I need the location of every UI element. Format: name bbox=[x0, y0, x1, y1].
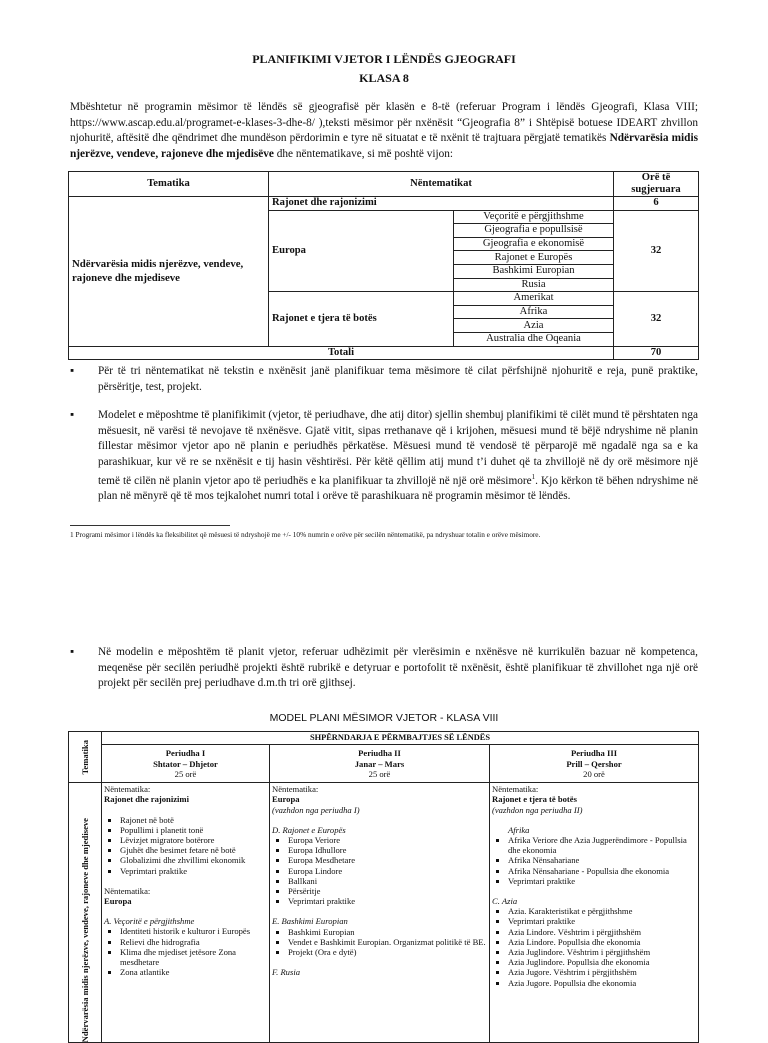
footnote-divider bbox=[70, 525, 230, 526]
annual-plan-table bbox=[68, 731, 699, 1043]
header-ore: Orë të sugjeruara bbox=[614, 172, 699, 197]
period-3-header: Periudha III Prill – Qershor 20 orë bbox=[490, 745, 699, 783]
total-hours: 70 bbox=[614, 346, 699, 360]
row-europa: Europa bbox=[269, 210, 454, 292]
footnote: 1 Programi mësimor i lëndës ka fleksibilitet që mësuesi të ndryshojë me +/- 10% numrin e orëve për secilën nëntematikë, pa ndryshuar totalin e orëve mësimore. bbox=[70, 530, 541, 539]
period-3-content: Nëntematika: Rajonet e tjera të botës (vazhdon nga periudha II) Afrika ▪ Afrika Veriore dhe Azia Jugperëndimore - Popullsia dhe ekonomia ▪ Afrika Nënsahariane ▪ Afrika Nënsahariane - Popullsia dhe ekonomia ▪ Veprimtari praktike C. Azia ▪ Azia. Karakteristikat e përgjithshme ▪ Veprimtari praktike ▪ Azia Lindore. Vështrim i përgjithshëm ▪ Azia Lindore. Popullsia dhe ekonomia ▪ Azia Juglindore. Vështrim i përgjithshëm ▪ Azia Juglindore. Popullsia dhe ekonomia ▪ Azia Jugore. Vështrim i përgjithshëm ▪ Azia Jugore. Popullsia dhe ekonomia bbox=[490, 783, 699, 1043]
period-1-header: Periudha I Shtator – Dhjetor 25 orë bbox=[102, 745, 270, 783]
tematika-vertical: Ndërvarësia midis njerëzve, vendeve, rajoneve dhe mjediseve bbox=[79, 817, 90, 1043]
period-1-content: Nëntematika: Rajonet dhe rajonizimi ▪ Rajonet në botë ▪ Popullimi i planetit tonë ▪ Lëvizjet migratore botërore ▪ Gjuhët dhe besimet fetare në botë ▪ Globalizimi dhe zhvillimi ekonomik ▪ Veprimtari praktike Nëntematika: Europa A. Veçoritë e përgjithshme ▪ Identiteti historik e kulturor i Europës ▪ Relievi dhe hidrografia ▪ Klima dhe mjediset jetësore Zona mesdhetare ▪ Zona atlantike bbox=[102, 783, 270, 1043]
topics-table: Tematika Nëntematikat Orë të sugjeruara Ndërvarësia midis njerëzve, vendeve, rajoneve dhe mjediseve Rajonet dhe rajonizimi 6 Europa Veçoritë e përgjithshme 32 Gjeografia e popullsisë Gjeografia e ekonomisë Rajonet e Europës Bashkimi Europian Rusia Rajonet e tjera të botës Amerikat 32 Afrika Azia Australia dhe Oqeania Totali 70 bbox=[68, 171, 699, 360]
period-2-header: Periudha II Janar – Mars 25 orë bbox=[270, 745, 490, 783]
intro-paragraph: Mbështetur në programin mësimor të lëndës së gjeografisë për klasën e 8-të (referuar Program i lëndës Gjeografi, Klasa VIII; https://www.ascap.edu.al/programet-e-klases-3-dhe-8/ ),teksti mësimor për nxënësit “Gjeografia 8” i Shtëpisë botuese IDEART zhvillon njohuritë, aftësitë dhe qëndrimet dhe mundëson përdorimin e tyre në situatat e të nxënit të trajtuara përgjatë tematikës Ndërvarësia midis njerëzve, vendeve, rajoneve dhe mjedisëve dhe nëntematikave, si më poshtë vijon: bbox=[70, 101, 699, 160]
row-rajonet: Rajonet dhe rajonizimi bbox=[269, 197, 614, 211]
header-tematika: Tematika bbox=[69, 172, 269, 197]
bullet-1: ▪ Për të tri nëntematikat në tekstin e nxënësit janë planifikuar tema mësimore të cilat përfshijnë njohuritë e reja, punë praktike, përsëritje, test, projekt. bbox=[70, 365, 698, 393]
page-title: PLANIFIKIMI VJETOR I LËNDËS GJEOGRAFI bbox=[252, 52, 516, 66]
bullet-2: ▪ Modelet e mëposhtme të planifikimit (vjetor, të periudhave, dhe atij ditor) sjellin shembuj planifikimi të cilët mund të përshtaten nga mësuesit, në varësi të nevojave të nxënësve. Gjatë vitit, sipas rrethanave që i krijohen, mësuesi mund të bëjë ndryshime në planin fillestar mësimor vjetor apo në planin e periudhës përkatëse. Mësuesi mund të vendosë të përparojë më ngadalë nga sa e ka parashikuar, kur vë re se nxënësit e tij hasin vështirësi. Për këtë qëllim atij mund t’i duhet që ta zhvillojë në dy orë mësimore një temë të cilën në planin vjetor apo të periudhës e ka planifikuar ta zhvillojë në një orë mësimore$^1$. Kjo kërkon të bëhen ndryshime në plan në mënyrë që të mos tejkalohet numri total i orëve të parashikuara në programin mësimor të lëndës. bbox=[70, 409, 698, 503]
row-rajonet-tjera: Rajonet e tjera të botës bbox=[269, 292, 454, 346]
header-nentematikat: Nëntematikat bbox=[269, 172, 614, 197]
page-subtitle: KLASA 8 bbox=[359, 71, 409, 85]
tematika-label: Tematika bbox=[79, 739, 90, 775]
distribution-header: SHPËRNDARJA E PËRMBAJTJES SË LËNDËS bbox=[102, 732, 699, 745]
total-label: Totali bbox=[69, 346, 614, 360]
period-2-content: Nëntematika: Europa (vazhdon nga periudha I) D. Rajonet e Europës ▪ Europa Veriore ▪ Europa Idhullore ▪ Europa Mesdhetare ▪ Europa Lindore ▪ Ballkani ▪ Përsëritje ▪ Veprimtari praktike E. Bashkimi Europian ▪ Bashkimi Europian ▪ Vendet e Bashkimit Europian. Organizmat politikë të BE. ▪ Projekt (Ora e dytë) F. Rusia bbox=[270, 783, 490, 1043]
model-title: MODEL PLANI MËSIMOR VJETOR - KLASA VIII bbox=[269, 712, 499, 724]
tematika-cell: Ndërvarësia midis njerëzve, vendeve, rajoneve dhe mjediseve bbox=[69, 197, 269, 347]
bullet-3: ▪ Në modelin e mëposhtëm të planit vjetor, referuar udhëzimit për vlerësimin e nxënësve në kurrikulën bazuar në kompetenca, meqenëse për secilën periudhë projekti është rubrikë e detyruar e portofolit të nxënësit, është planifikuar të zhvillohet nga një orë projekt për secilën prej periudhave d.m.th tri orë gjithsej. bbox=[70, 646, 698, 689]
